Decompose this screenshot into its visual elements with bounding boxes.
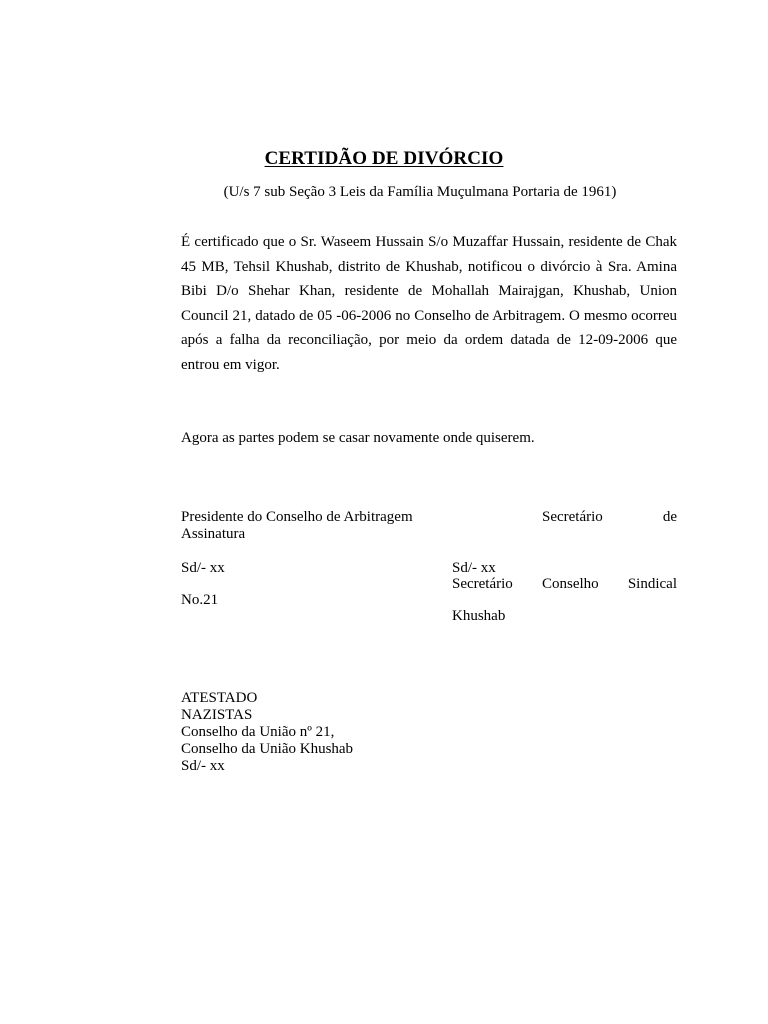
certificate-paragraph: É certificado que o Sr. Waseem Hussain S/o Muzaffar Hussain, residente de Chak 45 MB, Tehsil Khushab, distrito de Khushab, notificou o divórcio à Sra. Amina Bibi D/o Shehar Khan, residente de Mohallah Mairajgan, Khushab, Union Council 21, datado de 05 -06-2006 no Conselho de Arbitragem. O mesmo ocorreu após a falha da reconciliação, por meio da ordem datada de 12-09-2006 que entrou em vigor. [181, 234, 677, 373]
remarriage-paragraph: Agora as partes podem se casar novamente onde quiserem. [181, 430, 535, 446]
secretary-role: Secretário Conselho Sindical [452, 576, 677, 592]
attestation-line: ATESTADO [181, 690, 258, 706]
attestation-line: Conselho da União nº 21, [181, 724, 335, 740]
secretary-place: Khushab [452, 608, 506, 624]
signature-header-row [181, 509, 677, 543]
president-title: Presidente do Conselho de Arbitragem [181, 509, 413, 525]
attestation-line: Sd/- xx [181, 758, 225, 774]
secretary-signature: Sd/- xx [452, 560, 496, 576]
attestation-line: Conselho da União Khushab [181, 741, 354, 757]
document-title: CERTIDÃO DE DIVÓRCIO [264, 148, 504, 169]
attestation-line: NAZISTAS [181, 707, 253, 723]
attestation-block [181, 690, 353, 775]
president-signature: Sd/- xx [181, 560, 225, 576]
secretary-title: Secretário de [542, 509, 677, 525]
council-number: No.21 [181, 592, 219, 608]
document-subtitle: (U/s 7 sub Seção 3 Leis da Família Muçulmana Portaria de 1961) [223, 184, 617, 200]
signature-label: Assinatura [181, 526, 246, 542]
